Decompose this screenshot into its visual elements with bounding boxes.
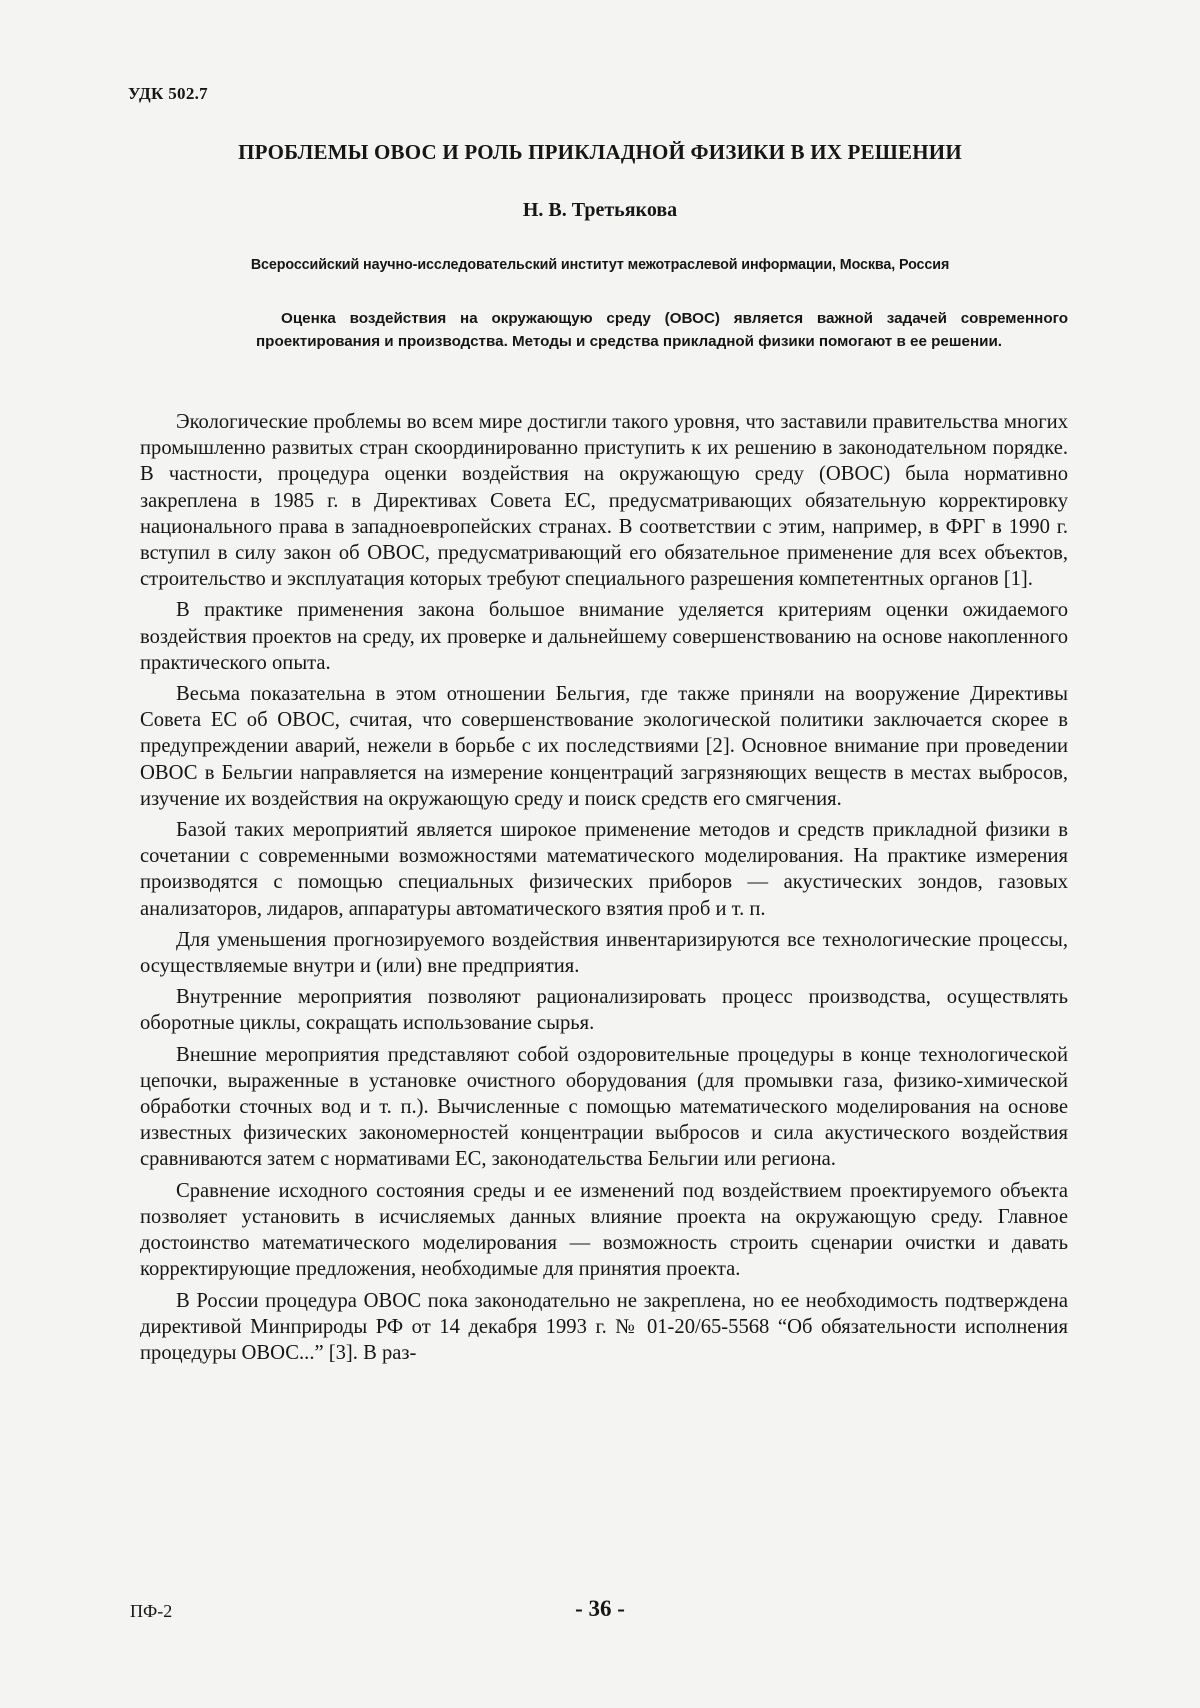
paragraph: Сравнение исходного состояния среды и ее изменений под воздействием проектируемого объекта позволяет установить в исчисляемых данных влияние проекта на окружающую среду. Главное достоинство математического моделирования — возможность строить сценарии очистки и давать корректирующие предложения, необходимые для принятия проекта. (140, 1179, 1068, 1281)
paragraph: Весьма показательна в этом отношении Бельгия, где также приняли на вооружение Директивы Совета ЕС об ОВОС, считая, что совершенствование экологической политики заключается скорее в предупреждении аварий, нежели в борьбе с их последствиями [2]. Основное внимание при проведении ОВОС в Бельгии направляется на измерение концентраций загрязняющих веществ в местах выбросов, изучение их воздействия на окружающую среду и поиск средств его смягчения. (140, 683, 1068, 810)
paragraph: В России процедура ОВОС пока законодательно не закреплена, но ее необходимость подтверждена директивой Минприроды РФ от 14 декабря 1993 г. № 01-20/65-5568 “Об обязательности исполнения процедуры ОВОС...” [3]. В раз- (140, 1289, 1068, 1364)
paragraph: Экологические проблемы во всем мире достигли такого уровня, что заставили правительства многих промышленно развитых стран скоординированно приступить к их решению в законодательном порядке. В частности, процедура оценки воздействия на окружающую среду (ОВОС) была нормативно закреплена в 1985 г. в Директивах Совета ЕС, предусматривающих обязательную корректировку национального права в западноевропейских странах. В соответствии с этим, например, в ФРГ в 1990 г. вступил в силу закон об ОВОС, предусматривающий его обязательное применение для всех объектов, строительство и эксплуатация которых требуют специального разрешения компетентных органов [1]. (140, 411, 1068, 591)
abstract: Оценка воздействия на окружающую среду (ОВОС) является важной задачей современного проектирования и производства. Методы и средства прикладной физики помогают в ее решении. (256, 310, 1068, 350)
paragraph: В практике применения закона большое внимание уделяется критериям оценки ожидаемого воздействия проектов на среду, их проверке и дальнейшему совершенствованию на основе накопленного практического опыта. (140, 599, 1068, 674)
paragraph: Внутренние мероприятия позволяют рационализировать процесс производства, осуществлять оборотные циклы, сокращать использование сырья. (140, 986, 1068, 1035)
footer-code: ПФ-2 (130, 1601, 173, 1621)
affiliation: Всероссийский научно-исследовательский институт межотраслевой информации, Москва, Россия (250, 257, 950, 273)
paper-title: ПРОБЛЕМЫ ОВОС И РОЛЬ ПРИКЛАДНОЙ ФИЗИКИ В ИХ РЕШЕНИИ (238, 140, 962, 164)
paragraph: Базой таких мероприятий является широкое применение методов и средств прикладной физики в сочетании с современными возможностями математического моделирования. На практике измерения производятся с помощью специальных физических приборов — акустических зондов, газовых анализаторов, лидаров, аппаратуры автоматического взятия проб и т. п. (140, 819, 1068, 920)
author-name: Н. В. Третьякова (522, 199, 678, 221)
paragraph: Внешние мероприятия представляют собой оздоровительные процедуры в конце технологической цепочки, выраженные в установке очистного оборудования (для промывки газа, физико-химической обработки сточных вод и т. п.). Вычисленные с помощью математического моделирования на основе известных физических закономерностей концентрации выбросов и сила акустического воздействия сравниваются затем с нормативами ЕС, законодательства Бельгии или региона. (140, 1043, 1068, 1171)
paragraph: Для уменьшения прогнозируемого воздействия инвентаризируются все технологические процессы, осуществляемые внутри и (или) вне предприятия. (140, 928, 1068, 978)
page-number: - 36 - (575, 1596, 625, 1621)
udc-code: УДК 502.7 (128, 84, 208, 103)
body-text (140, 409, 1068, 1371)
